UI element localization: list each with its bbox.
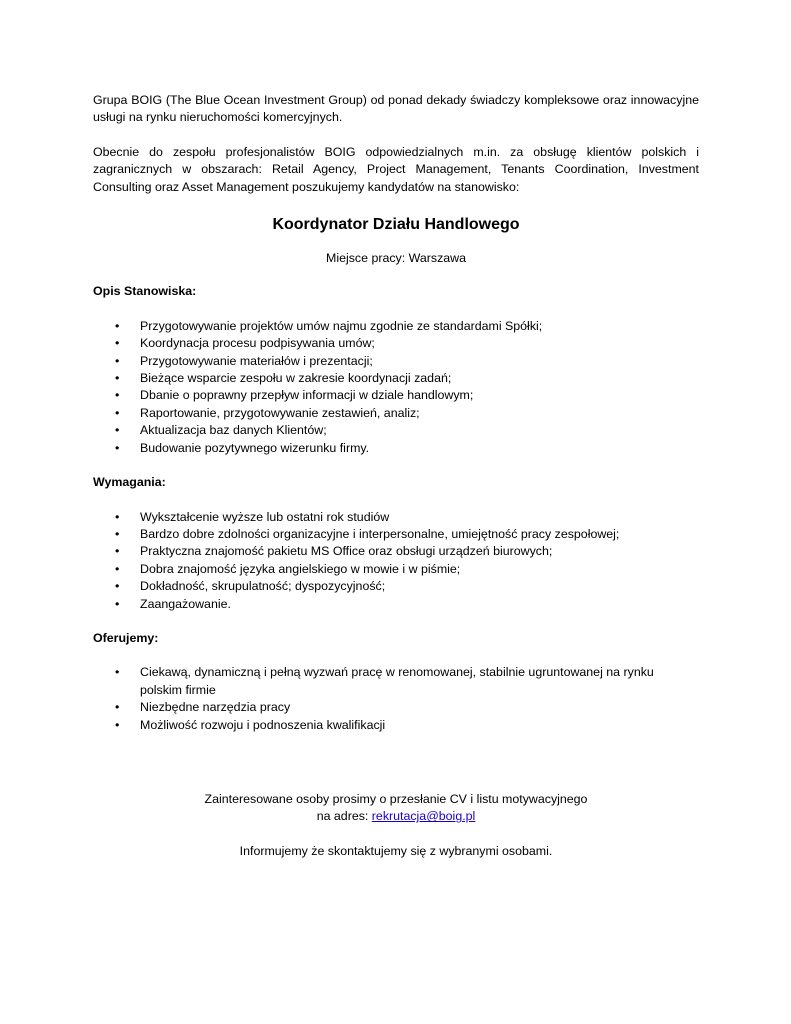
job-posting-page xyxy=(93,92,699,860)
list-item: • Raportowanie, przygotowywanie zestawień, analiz; xyxy=(93,405,699,422)
section-heading-wymagania: Wymagania: xyxy=(93,475,166,490)
bullet-icon: • xyxy=(115,717,120,732)
email-link[interactable]: rekrutacja@boig.pl xyxy=(371,809,476,824)
list-item: • Zaangażowanie. xyxy=(93,596,699,613)
closing-note: Informujemy że skontaktujemy się z wybranymi osobami. xyxy=(239,843,553,858)
bullet-icon: • xyxy=(115,544,120,559)
bullet-icon: • xyxy=(115,318,120,333)
list-item: • Dbanie o poprawny przepływ informacji w dziale handlowym; xyxy=(93,387,699,404)
list-item: • Bardzo dobre zdolności organizacyjne i interpersonalne, umiejętność pracy zespołowej; xyxy=(93,526,699,543)
bullet-icon: • xyxy=(115,700,120,715)
list-item: • Bieżące wsparcie zespołu w zakresie koordynacji zadań; xyxy=(93,370,699,387)
requirements-list xyxy=(93,509,699,613)
bullet-icon: • xyxy=(115,336,120,351)
list-item: • Koordynacja procesu podpisywania umów; xyxy=(93,335,699,352)
intro-paragraph-recruitment: Obecnie do zespołu profesjonalistów BOIG odpowiedzialnych m.in. za obsługę klientów polskich i zagranicznych w obszarach: Retail Agency, Project Management, Tenants Coordination, Investment Consulting oraz Asset Management poszukujemy kandydatów na stanowisko: xyxy=(93,144,699,194)
offer-list xyxy=(93,664,699,734)
bullet-icon: • xyxy=(115,440,120,455)
address-prefix: na adres: xyxy=(316,809,372,824)
application-instruction: Zainteresowane osoby prosimy o przesłanie CV i listu motywacyjnego xyxy=(204,791,588,806)
list-item: • Wykształcenie wyższe lub ostatni rok studiów xyxy=(93,509,699,526)
bullet-icon: • xyxy=(115,579,120,594)
job-location: Miejsce pracy: Warszawa xyxy=(326,251,466,266)
section-heading-opis: Opis Stanowiska: xyxy=(93,284,197,299)
list-item: • Dokładność, skrupulatność; dyspozycyjność; xyxy=(93,578,699,595)
list-item: • Ciekawą, dynamiczną i pełną wyzwań pracę w renomowanej, stabilnie ugruntowanej na rynku polskim firmie xyxy=(115,665,654,697)
bullet-icon: • xyxy=(115,596,120,611)
bullet-icon: • xyxy=(115,371,120,386)
list-item: • Niezbędne narzędzia pracy xyxy=(93,699,699,716)
bullet-icon: • xyxy=(115,423,120,438)
list-item: • Możliwość rozwoju i podnoszenia kwalifikacji xyxy=(93,717,699,734)
list-item: • Przygotowywanie projektów umów najmu zgodnie ze standardami Spółki; xyxy=(93,318,699,335)
section-heading-oferujemy: Oferujemy: xyxy=(93,630,159,645)
bullet-icon: • xyxy=(115,561,120,576)
bullet-icon: • xyxy=(115,405,120,420)
bullet-icon: • xyxy=(115,665,120,680)
list-item: • Praktyczna znajomość pakietu MS Office oraz obsługi urządzeń biurowych; xyxy=(93,543,699,560)
bullet-icon: • xyxy=(115,353,120,368)
duties-list xyxy=(93,318,699,457)
intro-paragraph-company: Grupa BOIG (The Blue Ocean Investment Group) od ponad dekady świadczy kompleksowe oraz innowacyjne usługi na rynku nieruchomości komercyjnych. xyxy=(93,93,699,125)
application-address xyxy=(93,808,699,825)
list-item: • Przygotowywanie materiałów i prezentacji; xyxy=(93,353,699,370)
list-item: • Dobra znajomość języka angielskiego w mowie i w piśmie; xyxy=(93,561,699,578)
bullet-icon: • xyxy=(115,509,120,524)
bullet-icon: • xyxy=(115,526,120,541)
list-item: • Budowanie pozytywnego wizerunku firmy. xyxy=(93,440,699,457)
list-item: • Aktualizacja baz danych Klientów; xyxy=(93,422,699,439)
bullet-icon: • xyxy=(115,388,120,403)
job-title: Koordynator Działu Handlowego xyxy=(272,216,520,234)
